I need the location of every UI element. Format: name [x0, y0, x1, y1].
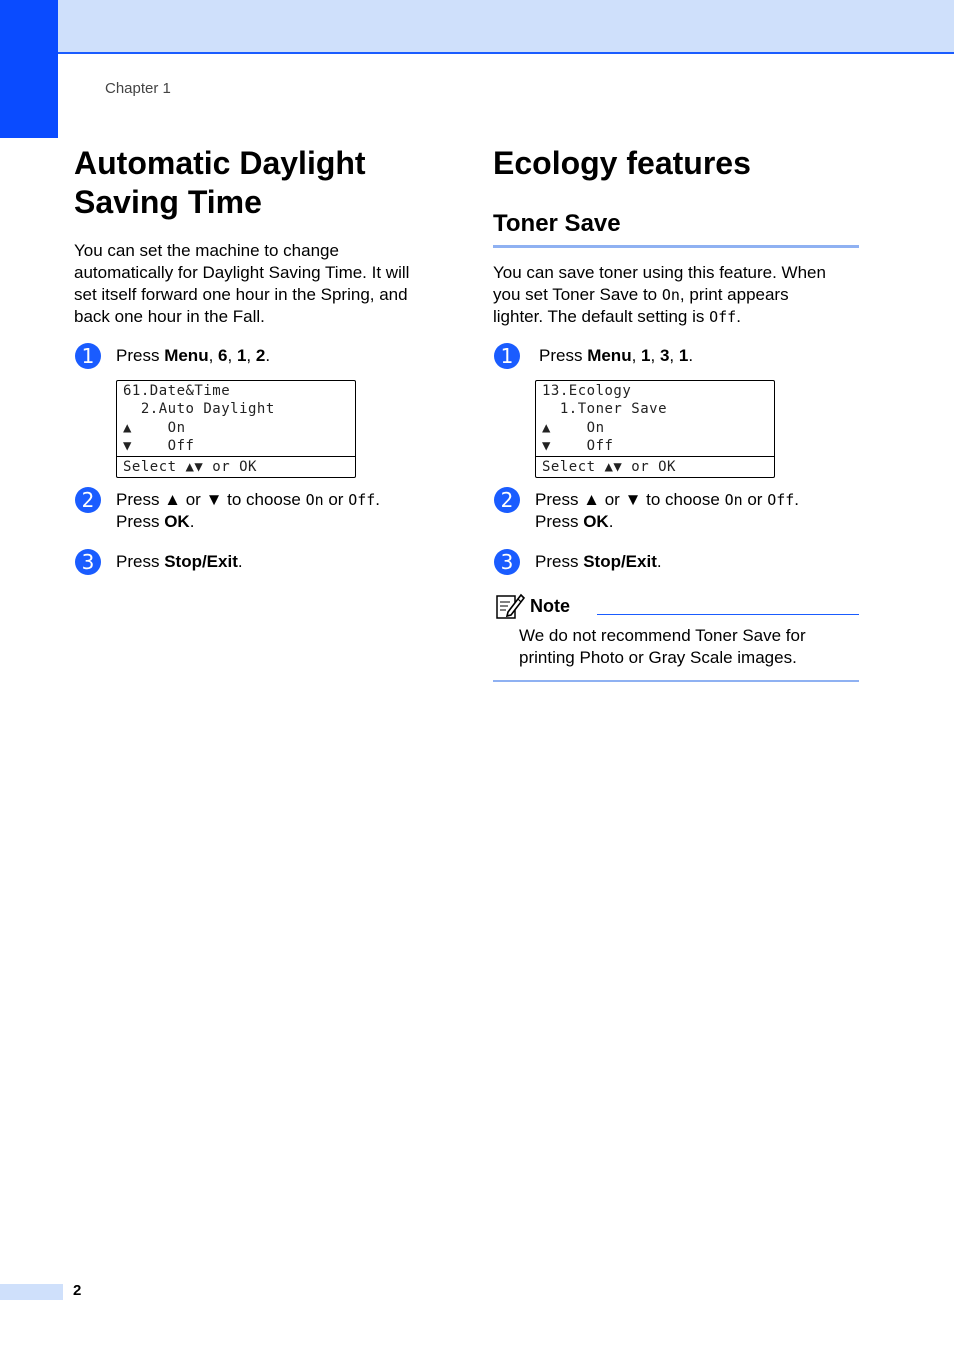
step-text: Press Stop/Exit.: [535, 552, 662, 571]
step-number-icon: 3: [75, 549, 101, 575]
page-number: 2: [73, 1282, 82, 1299]
step-number-icon: 2: [494, 487, 520, 513]
lcd-line: Select ▲▼ or OK: [542, 459, 676, 475]
step-3: [75, 549, 243, 575]
step-2: [494, 487, 799, 533]
lcd-line: 13.Ecology: [542, 383, 632, 399]
lcd-divider: [536, 456, 774, 457]
note-bottom-rule: [493, 680, 859, 682]
note-rule: [597, 614, 859, 615]
lcd-display: [535, 380, 775, 478]
lcd-divider: [117, 456, 355, 457]
step-3: [494, 549, 662, 575]
step-number-icon: 1: [75, 343, 101, 369]
step-number-icon: 1: [494, 343, 520, 369]
note-text: We do not recommend Toner Save for printing Photo or Gray Scale images.: [519, 626, 806, 667]
lcd-display: [116, 380, 356, 478]
intro-paragraph: You can set the machine to change automatically for Daylight Saving Time. It will set itself forward one hour in the Spring, and back one hour in the Fall.: [74, 241, 410, 326]
step-number-icon: 3: [494, 549, 520, 575]
header-band: [0, 0, 954, 54]
lcd-line: 61.Date&Time: [123, 383, 231, 399]
chapter-label: Chapter 1: [105, 80, 171, 97]
note-header: [494, 590, 570, 622]
lcd-line: ▼ Off: [542, 438, 614, 454]
step-2: [75, 487, 380, 533]
note-pencil-icon: [494, 590, 526, 622]
step-1: [75, 343, 270, 369]
step-text: Press Menu, 1, 3, 1.: [539, 346, 694, 365]
subsection-title: Toner Save: [493, 210, 621, 237]
section-title: Automatic Daylight Saving Time: [74, 145, 366, 220]
section-title: Ecology features: [493, 145, 751, 181]
intro-paragraph: You can save toner using this feature. When you set Toner Save to On, print appears lighter. The default setting is Off.: [493, 263, 826, 326]
lcd-line: ▼ Off: [123, 438, 195, 454]
lcd-line: ▲ On: [542, 420, 605, 436]
lcd-line: 2.Auto Daylight: [123, 401, 275, 417]
lcd-line: Select ▲▼ or OK: [123, 459, 257, 475]
step-text: Press Menu, 6, 1, 2.: [116, 346, 271, 365]
lcd-line: ▲ On: [123, 420, 186, 436]
chapter-tab: [0, 0, 58, 138]
step-number-icon: 2: [75, 487, 101, 513]
step-1: [494, 343, 693, 369]
subsection-rule: [493, 245, 859, 248]
note-title: Note: [530, 595, 570, 616]
lcd-line: 1.Toner Save: [542, 401, 668, 417]
step-text: Press ▲ or ▼ to choose On or Off. Press OK.: [116, 490, 381, 531]
step-text: Press Stop/Exit.: [116, 552, 243, 571]
footer-bar: [0, 1284, 63, 1300]
step-text: Press ▲ or ▼ to choose On or Off. Press OK.: [535, 490, 800, 531]
